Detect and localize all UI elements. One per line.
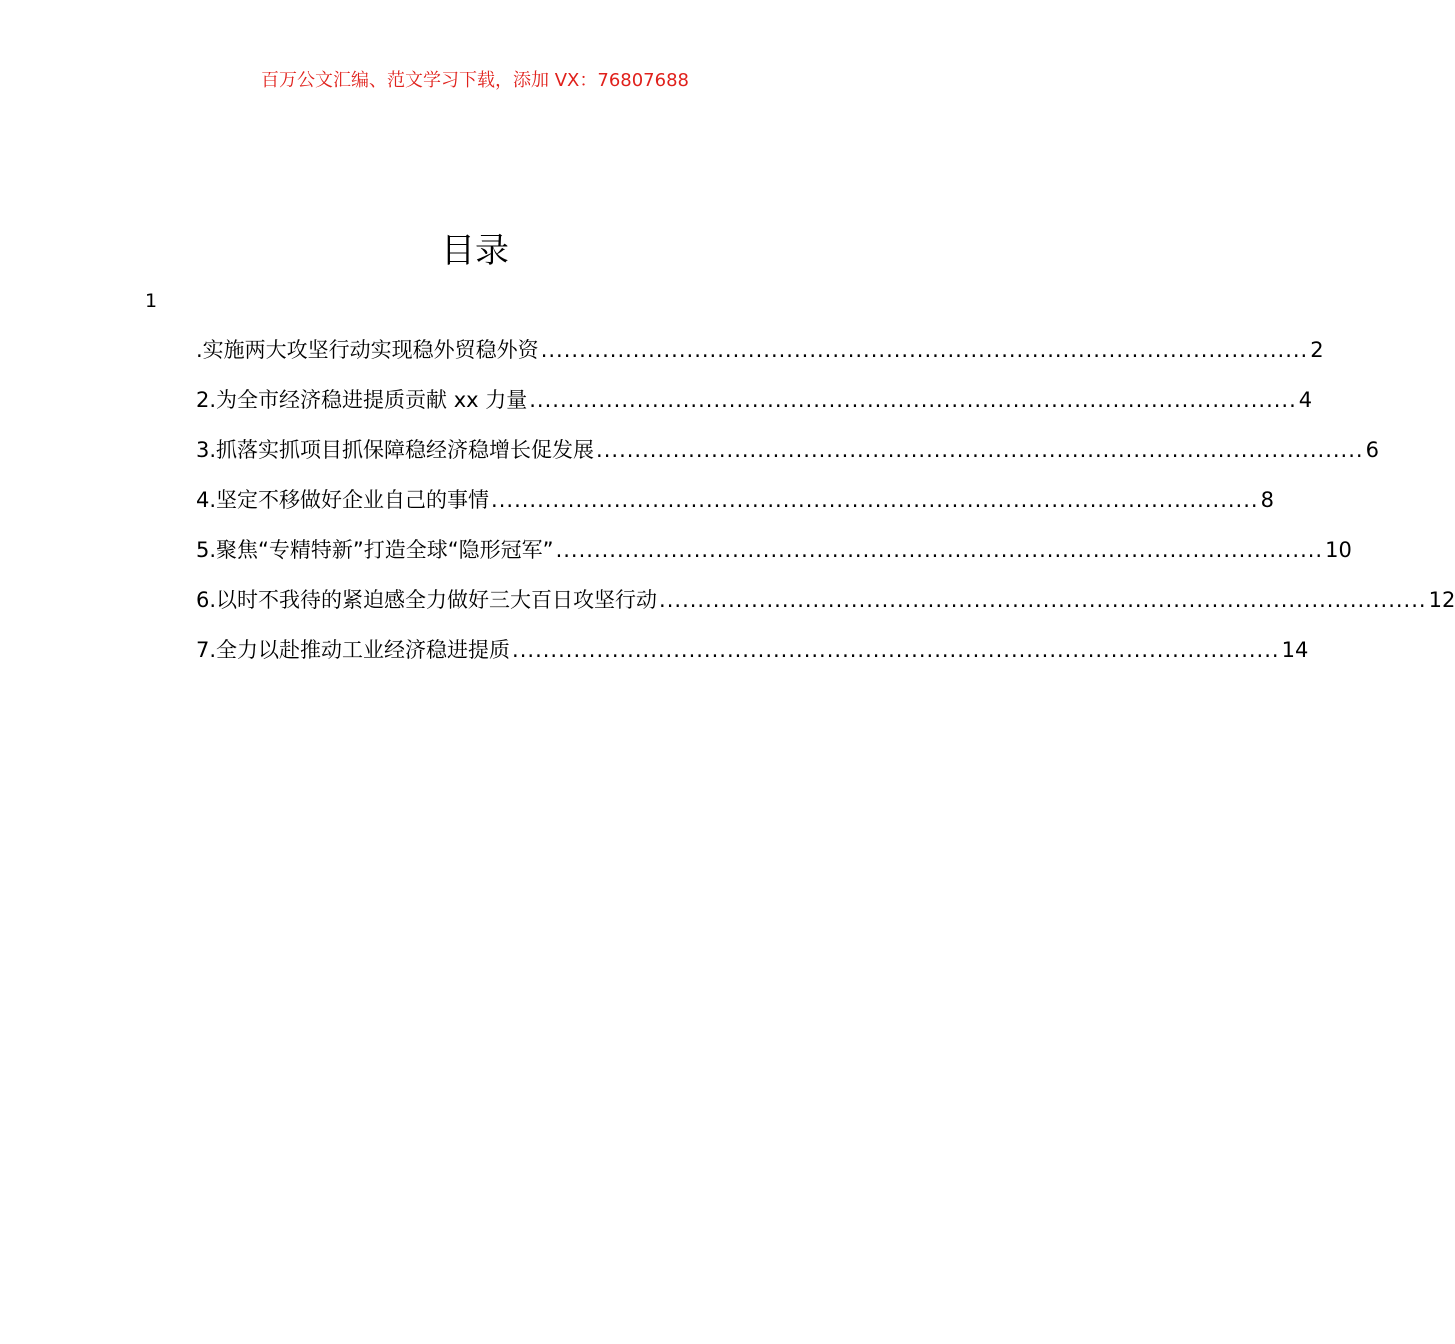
toc-page-number[interactable]: 6 — [1365, 438, 1379, 462]
toc-entry[interactable] — [196, 333, 1324, 383]
toc-entry[interactable] — [196, 583, 1455, 633]
toc-page-number[interactable]: 14 — [1281, 638, 1309, 662]
toc-entry-title[interactable]: 6.以时不我待的紧迫感全力做好三大百日攻坚行动 — [196, 588, 658, 612]
toc-entry[interactable] — [196, 433, 1379, 483]
toc-entry-title[interactable]: .实施两大攻坚行动实现稳外贸稳外资 — [196, 338, 539, 362]
toc-dot-leader: .................................................................................................... — [512, 638, 1280, 662]
toc-dot-leader: .................................................................................................... — [529, 388, 1297, 412]
toc-title: 目录 — [441, 231, 509, 271]
toc-lead-number: 1 — [145, 290, 158, 312]
toc-entry[interactable] — [196, 633, 1309, 683]
toc-entry-title[interactable]: 4.坚定不移做好企业自己的事情 — [196, 488, 490, 512]
toc-entry-title[interactable]: 7.全力以赴推动工业经济稳进提质 — [196, 638, 511, 662]
toc-page-number[interactable]: 12 — [1428, 588, 1455, 612]
toc-page-number[interactable]: 4 — [1298, 388, 1313, 412]
toc-entry[interactable] — [196, 483, 1274, 533]
page-header: 百万公文汇编、范文学习下载，添加 VX：76807688 — [261, 70, 689, 91]
toc-page-number[interactable]: 8 — [1260, 488, 1274, 512]
toc-dot-leader: .................................................................................................... — [596, 438, 1364, 462]
toc-dot-leader: .................................................................................................... — [555, 538, 1324, 562]
toc-entry[interactable] — [196, 383, 1313, 433]
toc-page-number[interactable]: 10 — [1325, 538, 1352, 562]
toc-entry-title[interactable]: 5.聚焦“专精特新”打造全球“隐形冠军” — [196, 538, 554, 562]
toc-page-number[interactable]: 2 — [1310, 338, 1324, 362]
toc-dot-leader: .................................................................................................... — [540, 338, 1309, 362]
toc-dot-leader: .................................................................................................... — [491, 488, 1259, 512]
toc-entry-title[interactable]: 3.抓落实抓项目抓保障稳经济稳增长促发展 — [196, 438, 595, 462]
toc-entry-title[interactable]: 2.为全市经济稳进提质贡献 xx 力量 — [196, 388, 528, 412]
toc-dot-leader: .................................................................................................... — [659, 588, 1427, 612]
toc-entry[interactable] — [196, 533, 1352, 583]
toc-list — [196, 333, 1455, 683]
